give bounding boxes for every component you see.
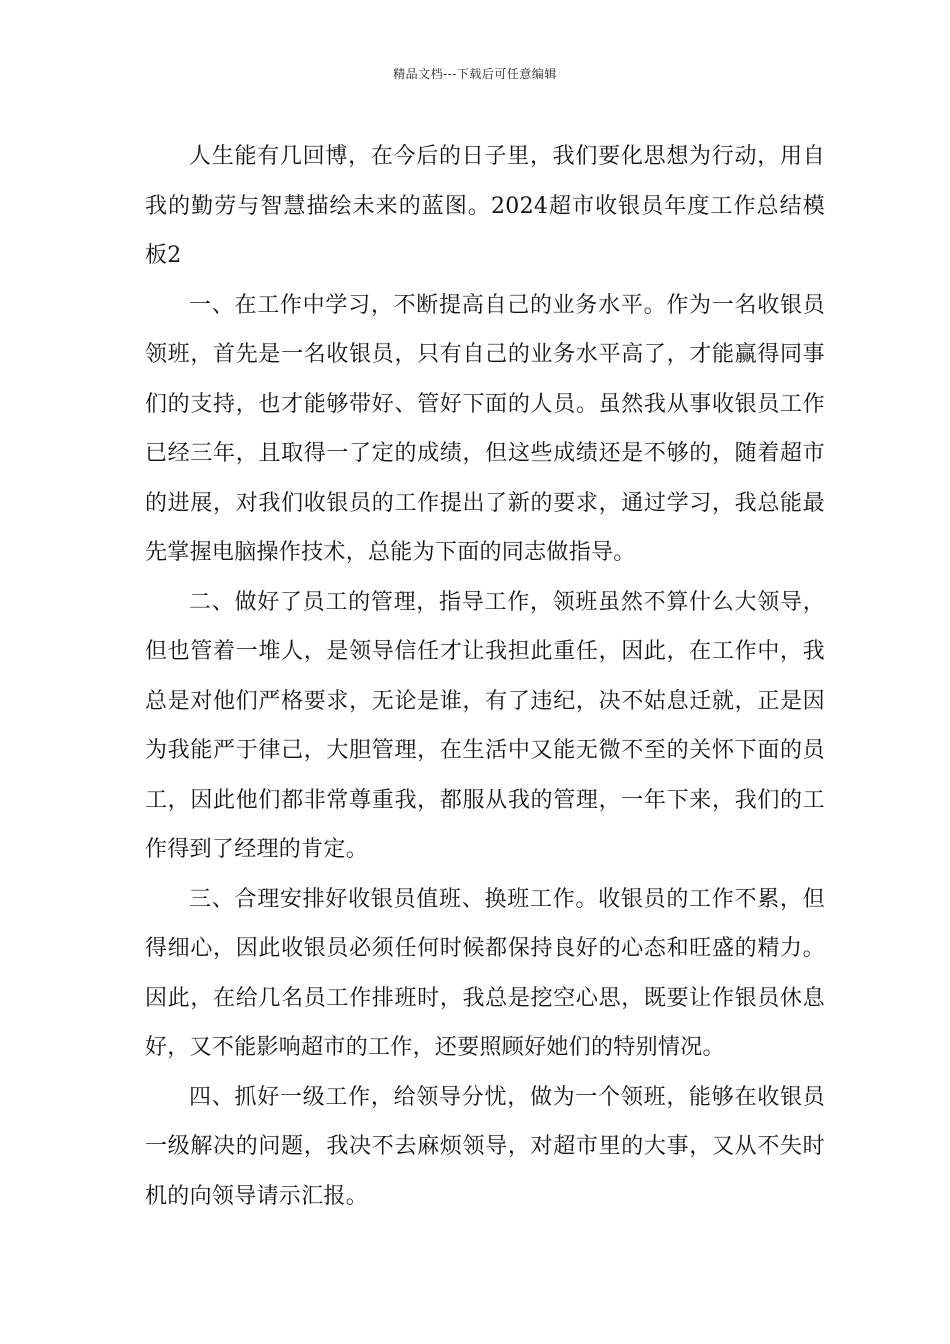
page-header: 精品文档---下载后可任意编辑 <box>393 67 557 81</box>
paragraph-section-2: 二、做好了员工的管理，指导工作，领班虽然不算什么大领导，但也管着一堆人，是领导信任才让我担此重任，因此，在工作中，我总是对他们严格要求，无论是谁，有了违纪，决不姑息迁就，正是因为我能严于律己，大胆管理，在生活中又能无微不至的关怀下面的员工，因此他们都非常尊重我，都服从我的管理，一年下来，我们的工作得到了经理的肯定。 <box>145 589 825 862</box>
paragraph-intro: 人生能有几回博，在今后的日子里，我们要化思想为行动，用自我的勤劳与智慧描绘未来的蓝图。2024超市收银员年度工作总结模板2 <box>145 144 825 268</box>
paragraph-section-3: 三、合理安排好收银员值班、换班工作。收银员的工作不累，但得细心，因此收银员必须任何时候都保持良好的心态和旺盛的精力。因此，在给几名员工作排班时，我总是挖空心思，既要让作银员休息好，又不能影响超市的工作，还要照顾好她们的特别情况。 <box>145 886 825 1060</box>
paragraph-section-4: 四、抓好一级工作，给领导分忧，做为一个领班，能够在收银员一级解决的问题，我决不去麻烦领导，对超市里的大事，又从不失时机的向领导请示汇报。 <box>145 1084 825 1209</box>
paragraph-section-1: 一、在工作中学习，不断提高自己的业务水平。作为一名收银员领班，首先是一名收银员，只有自己的业务水平高了，才能赢得同事们的支持，也才能够带好、管好下面的人员。虽然我从事收银员工作已经三年，且取得一了定的成绩，但这些成绩还是不够的，随着超市的进展，对我们收银员的工作提出了新的要求，通过学习，我总能最先掌握电脑操作技术，总能为下面的同志做指导。 <box>145 292 825 565</box>
document-body <box>145 132 825 1221</box>
